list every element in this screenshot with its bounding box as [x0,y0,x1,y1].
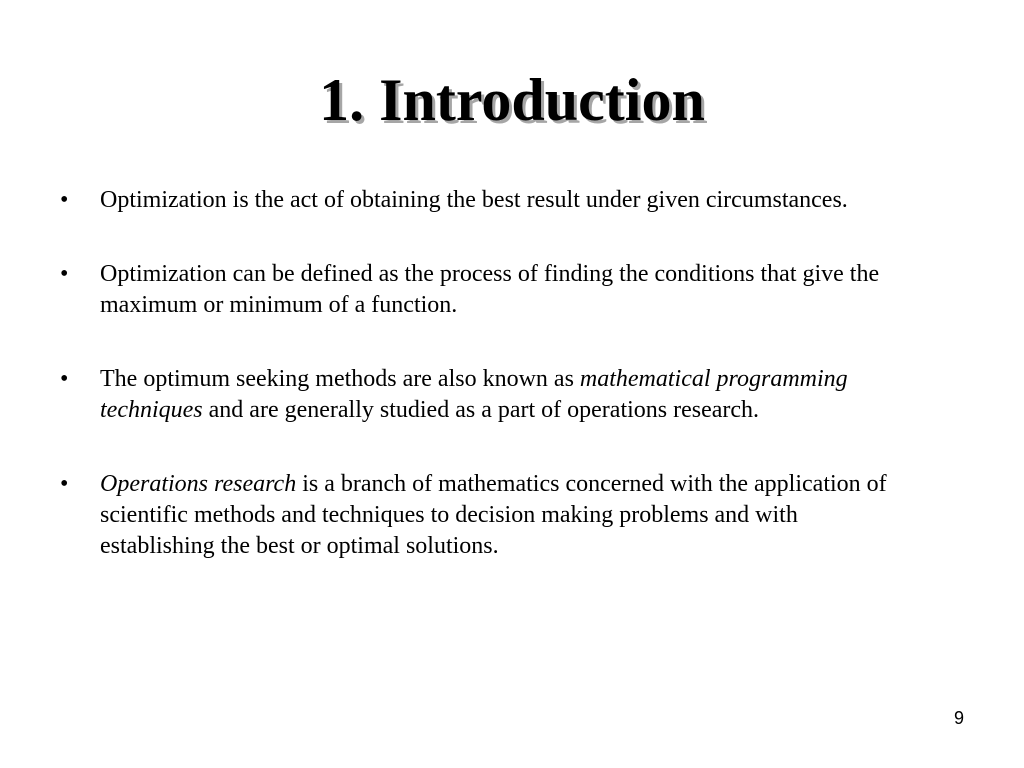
bullet-list [60,185,900,562]
bullet-text: The optimum seeking methods are also known as [100,366,580,392]
bullet-symbol: • [60,471,69,497]
bullet-text: Optimization is the act of obtaining the best result under given circumstances. [100,187,848,213]
slide-title: 1. Introduction [319,67,705,133]
page-number: 9 [953,708,964,728]
term-operations-research: Operations research [100,471,297,497]
bullet-item [60,259,900,321]
bullet-text: and are generally studied as a part of operations research. [202,397,760,423]
bullet-symbol: • [60,366,69,392]
bullet-item [60,469,900,562]
bullet-item [60,185,900,216]
bullet-symbol: • [60,187,69,213]
bullet-item [60,364,900,426]
bullet-text: is a branch of mathematics concerned with the application of scientific methods and techniques to decision making problems and with establishing the best or optimal solutions. [100,471,887,559]
bullet-symbol: • [60,261,69,287]
bullet-text: Optimization can be defined as the process of finding the conditions that give the maximum or minimum of a function. [100,261,880,318]
term-mathematical-programming: mathematical programming techniques [100,366,848,423]
